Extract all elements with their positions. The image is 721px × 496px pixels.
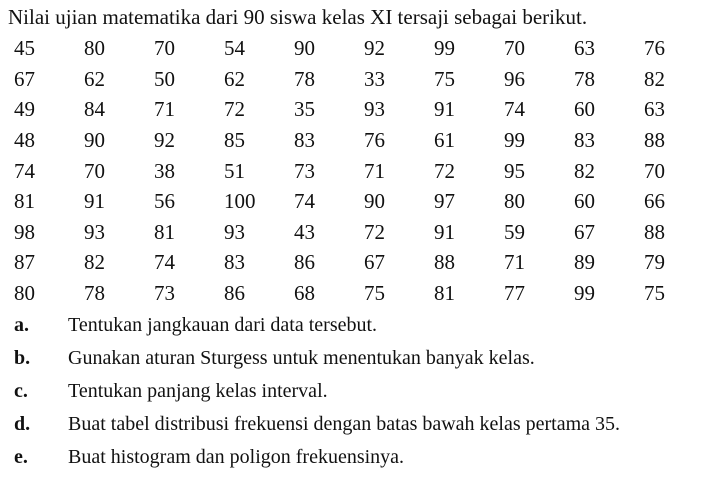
table-cell: 78: [294, 66, 315, 91]
table-cell: 79: [644, 250, 665, 275]
table-cell: 93: [84, 219, 105, 244]
table-cell: 70: [644, 158, 665, 183]
table-cell: 49: [14, 97, 35, 122]
table-cell: 83: [294, 128, 315, 153]
table-cell: 62: [84, 66, 105, 91]
table-cell: 95: [504, 158, 525, 183]
question-e: [14, 444, 714, 471]
table-cell: 89: [574, 250, 595, 275]
table-cell: 93: [224, 219, 245, 244]
question-text: Buat tabel distribusi frekuensi dengan batas bawah kelas pertama 35.: [68, 413, 621, 435]
table-cell: 75: [644, 281, 665, 306]
table-row: [14, 125, 714, 156]
table-cell: 83: [574, 128, 595, 153]
table-cell: 76: [364, 128, 385, 153]
table-cell: 60: [574, 97, 595, 122]
question-c: [14, 378, 714, 405]
table-cell: 54: [224, 36, 245, 61]
question-letter: c.: [14, 380, 28, 402]
table-cell: 78: [84, 281, 105, 306]
table-cell: 67: [364, 250, 385, 275]
table-row: [14, 247, 714, 278]
table-cell: 93: [364, 97, 385, 122]
table-cell: 77: [504, 281, 525, 306]
table-cell: 70: [84, 158, 105, 183]
table-row: [14, 217, 714, 248]
table-cell: 59: [504, 219, 525, 244]
table-cell: 43: [294, 219, 315, 244]
table-cell: 80: [14, 281, 35, 306]
table-cell: 87: [14, 250, 35, 275]
table-row: [14, 186, 714, 217]
table-cell: 74: [154, 250, 175, 275]
data-table: [14, 33, 714, 308]
table-cell: 51: [224, 158, 245, 183]
intro-text: Nilai ujian matematika dari 90 siswa kelas XI tersaji sebagai berikut.: [8, 5, 588, 29]
table-cell: 74: [294, 189, 315, 214]
table-cell: 60: [574, 189, 595, 214]
question-letter: a.: [14, 314, 29, 336]
table-cell: 88: [644, 128, 665, 153]
table-cell: 81: [154, 219, 175, 244]
table-cell: 70: [504, 36, 525, 61]
table-cell: 81: [434, 281, 455, 306]
table-cell: 71: [154, 97, 175, 122]
table-cell: 56: [154, 189, 175, 214]
table-cell: 73: [294, 158, 315, 183]
table-cell: 76: [644, 36, 665, 61]
question-a: [14, 312, 714, 339]
table-cell: 98: [14, 219, 35, 244]
table-cell: 80: [84, 36, 105, 61]
table-cell: 88: [644, 219, 665, 244]
table-cell: 72: [224, 97, 245, 122]
table-cell: 45: [14, 36, 35, 61]
table-row: [14, 94, 714, 125]
question-letter: b.: [14, 347, 31, 369]
table-cell: 82: [574, 158, 595, 183]
table-cell: 78: [574, 66, 595, 91]
table-cell: 82: [84, 250, 105, 275]
table-cell: 73: [154, 281, 175, 306]
question-letter: d.: [14, 413, 31, 435]
table-cell: 71: [504, 250, 525, 275]
table-cell: 91: [84, 189, 105, 214]
table-cell: 67: [14, 66, 35, 91]
table-cell: 72: [434, 158, 455, 183]
table-cell: 62: [224, 66, 245, 91]
table-cell: 63: [644, 97, 665, 122]
table-cell: 35: [294, 97, 315, 122]
table-cell: 99: [434, 36, 455, 61]
table-cell: 70: [154, 36, 175, 61]
table-row: [14, 278, 714, 309]
table-cell: 85: [224, 128, 245, 153]
table-cell: 99: [504, 128, 525, 153]
table-cell: 74: [14, 158, 35, 183]
table-cell: 33: [364, 66, 385, 91]
table-cell: 67: [574, 219, 595, 244]
table-cell: 92: [364, 36, 385, 61]
table-cell: 90: [84, 128, 105, 153]
question-text: Tentukan jangkauan dari data tersebut.: [68, 314, 378, 336]
table-cell: 61: [434, 128, 455, 153]
table-cell: 99: [574, 281, 595, 306]
table-cell: 72: [364, 219, 385, 244]
table-cell: 86: [224, 281, 245, 306]
table-cell: 80: [504, 189, 525, 214]
table-cell: 82: [644, 66, 665, 91]
table-row: [14, 33, 714, 64]
table-cell: 71: [364, 158, 385, 183]
table-cell: 100: [224, 189, 256, 214]
question-text: Tentukan panjang kelas interval.: [68, 380, 328, 402]
table-cell: 86: [294, 250, 315, 275]
table-row: [14, 155, 714, 186]
table-cell: 96: [504, 66, 525, 91]
table-cell: 63: [574, 36, 595, 61]
table-cell: 74: [504, 97, 525, 122]
table-cell: 91: [434, 219, 455, 244]
question-letter: e.: [14, 446, 28, 468]
table-cell: 48: [14, 128, 35, 153]
question-text: Gunakan aturan Sturgess untuk menentukan banyak kelas.: [68, 347, 535, 369]
table-cell: 90: [294, 36, 315, 61]
table-cell: 88: [434, 250, 455, 275]
table-cell: 83: [224, 250, 245, 275]
question-b: [14, 345, 714, 372]
table-cell: 84: [84, 97, 105, 122]
table-cell: 81: [14, 189, 35, 214]
table-cell: 75: [364, 281, 385, 306]
table-cell: 92: [154, 128, 175, 153]
table-cell: 66: [644, 189, 665, 214]
question-d: [14, 411, 714, 438]
question-list: [14, 312, 714, 477]
table-cell: 91: [434, 97, 455, 122]
table-cell: 50: [154, 66, 175, 91]
table-cell: 97: [434, 189, 455, 214]
question-text: Buat histogram dan poligon frekuensinya.: [68, 446, 405, 468]
table-cell: 68: [294, 281, 315, 306]
table-row: [14, 64, 714, 95]
table-cell: 38: [154, 158, 175, 183]
table-cell: 90: [364, 189, 385, 214]
table-cell: 75: [434, 66, 455, 91]
